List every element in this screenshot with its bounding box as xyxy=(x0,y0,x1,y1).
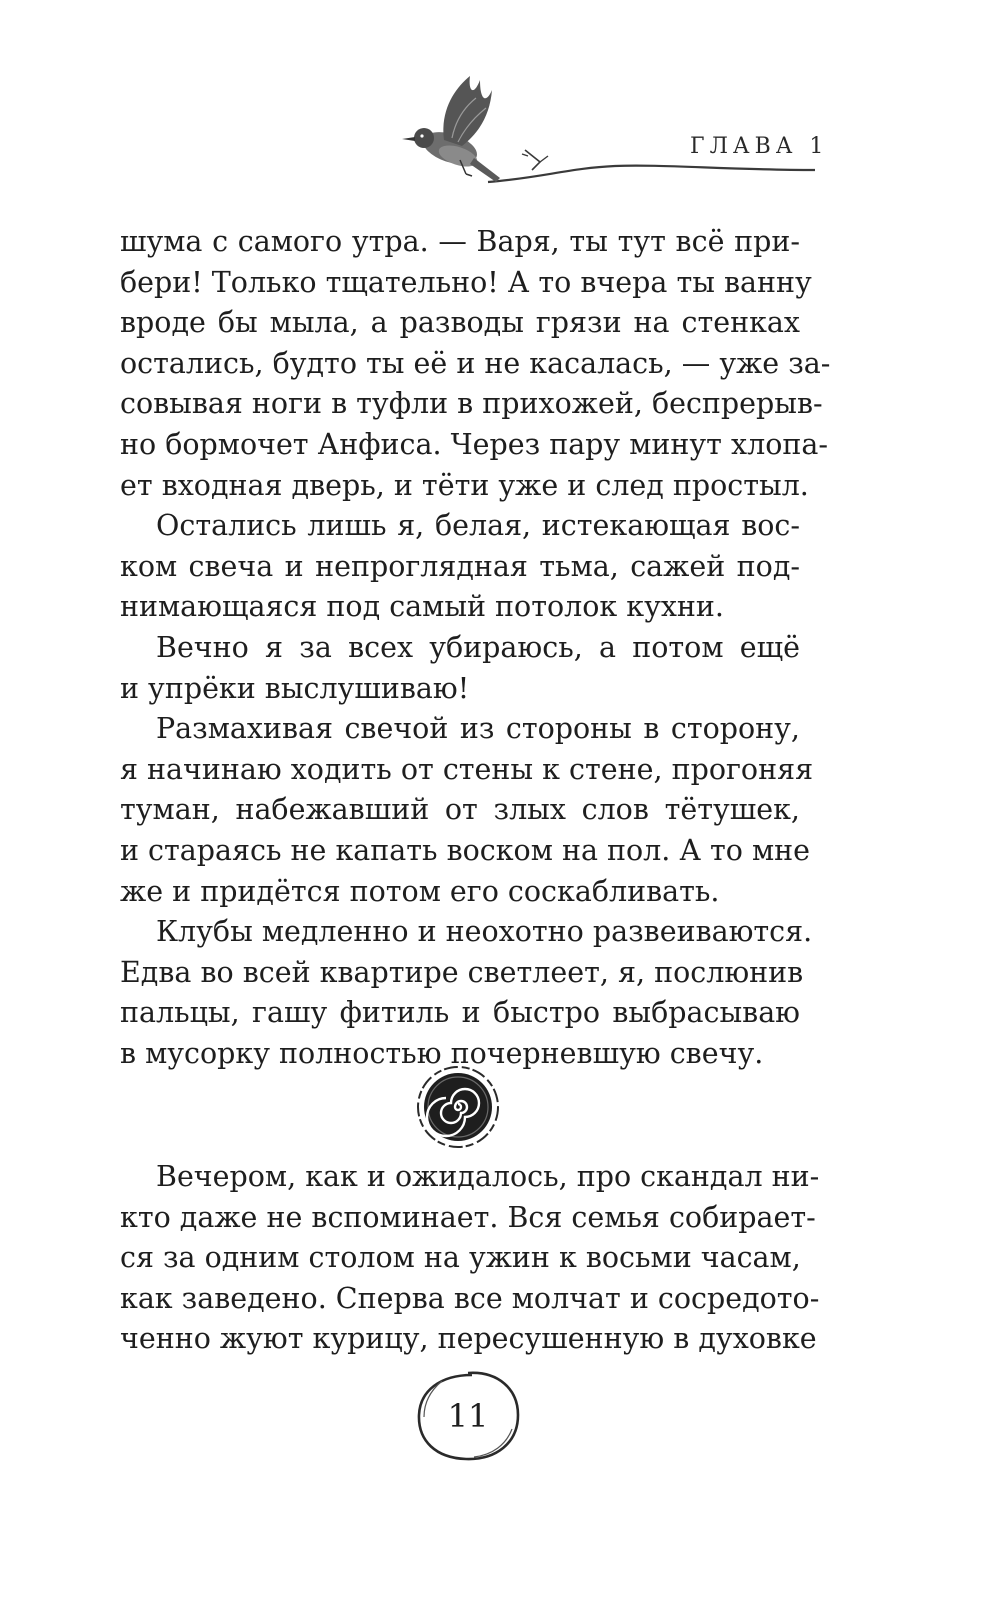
text-line: же и придётся потом его соскабливать. xyxy=(120,874,720,908)
chapter-label: ГЛАВА 1 xyxy=(690,134,829,159)
text-line: ся за одним столом на ужин к восьми часам, xyxy=(120,1241,801,1275)
text-line: Остались лишь я, белая, истекающая вос- xyxy=(156,509,800,543)
chapter-header xyxy=(0,70,1000,210)
text-line: пальцы, гашу фитиль и быстро выбрасываю xyxy=(120,996,800,1030)
text-line: туман, набежавший от злых слов тётушек, xyxy=(120,793,800,827)
page-number-badge xyxy=(412,1367,524,1465)
text-line: ет входная дверь, и тёти уже и след простыл. xyxy=(120,468,809,502)
spiral-ornament-icon xyxy=(413,1062,503,1152)
text-line: шума с самого утра. — Варя, ты тут всё при- xyxy=(120,225,800,258)
page-number: 11 xyxy=(447,1397,489,1435)
text-line: нимающаяся под самый потолок кухни. xyxy=(120,590,724,624)
text-line: и упрёки выслушиваю! xyxy=(120,671,470,705)
text-line: бери! Только тщательно! А то вчера ты ванну xyxy=(120,265,812,299)
text-line: совывая ноги в туфли в прихожей, беспрерыв- xyxy=(120,387,823,421)
body-text-part-2 xyxy=(120,1157,820,1360)
text-line: и стараясь не капать воском на пол. А то мне xyxy=(120,833,811,867)
text-line: но бормочет Анфиса. Через пару минут хлопа- xyxy=(120,427,828,461)
text-line: вроде бы мыла, а разводы грязи на стенках xyxy=(120,306,800,340)
text-line: я начинаю ходить от стены к стене, прогоняя xyxy=(120,752,814,786)
text-line: Вечно я за всех убираюсь, а потом ещё xyxy=(156,630,800,664)
text-line: Вечером, как и ожидалось, про скандал ни- xyxy=(156,1160,820,1193)
text-line: в мусорку полностью почерневшую свечу. xyxy=(120,1036,764,1070)
text-line: ченно жуют курицу, пересушенную в духовке xyxy=(120,1322,817,1356)
body-text-part-1 xyxy=(120,222,831,1074)
text-line: Размахивая свечой из стороны в сторону, xyxy=(156,712,800,746)
text-line: как заведено. Сперва все молчат и сосредото- xyxy=(120,1281,820,1315)
text-line: Клубы медленно и неохотно развеиваются. xyxy=(156,915,813,949)
text-line: остались, будто ты её и не касалась, — уже за- xyxy=(120,346,831,380)
text-line: Едва во всей квартире светлеет, я, послюнив xyxy=(120,955,804,989)
text-line: кто даже не вспоминает. Вся семья собирает- xyxy=(120,1200,816,1234)
text-line: ком свеча и непроглядная тьма, сажей под- xyxy=(120,549,800,583)
